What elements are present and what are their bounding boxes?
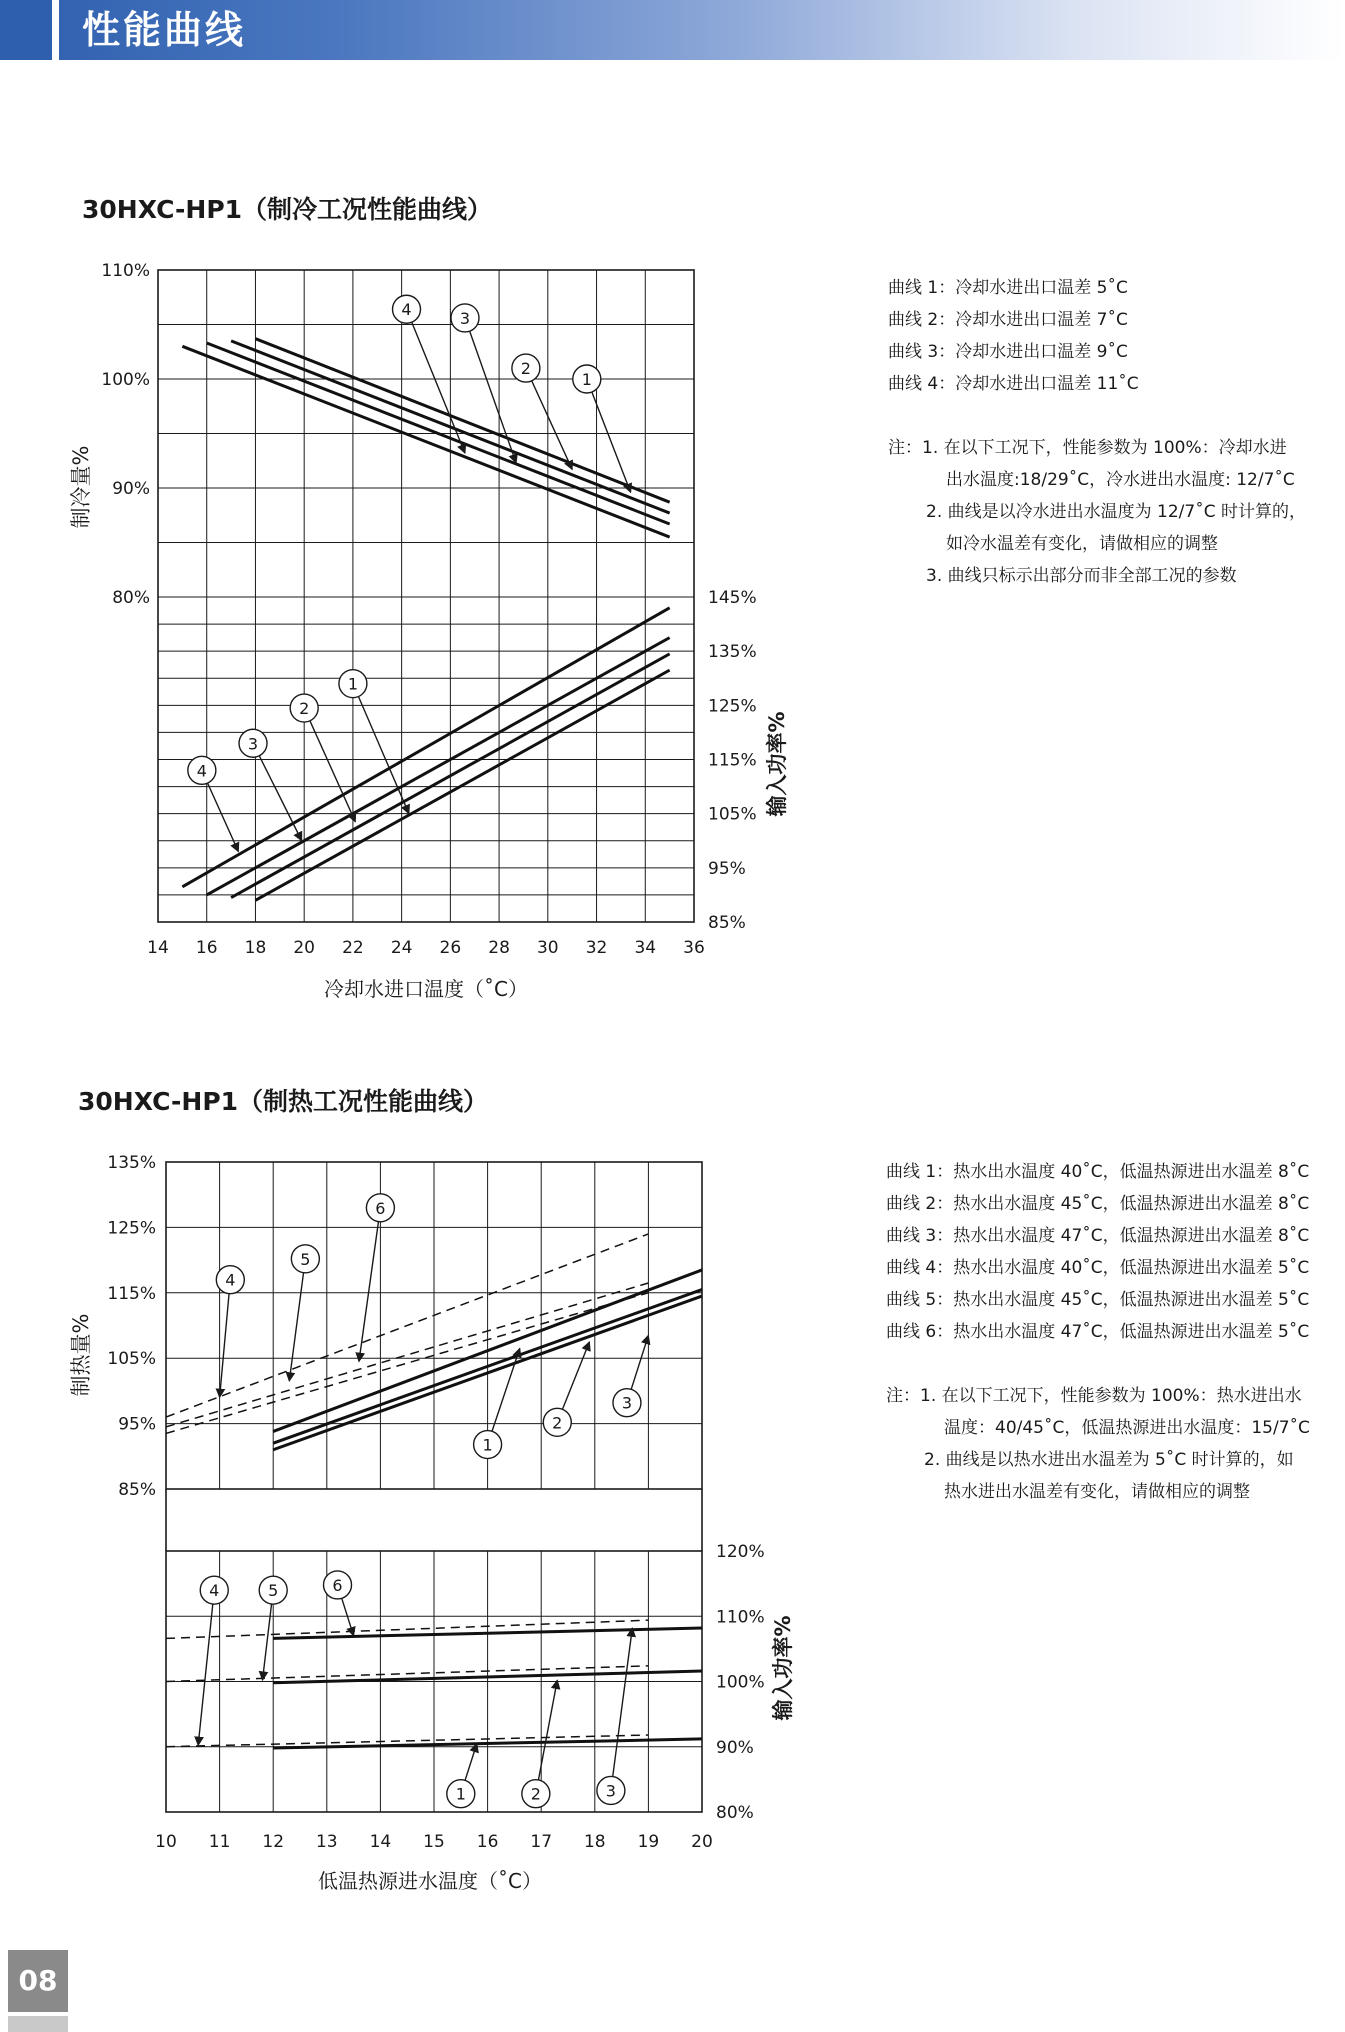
y-right-tick-label: 125% [708,696,757,717]
y-left-tick-label: 125% [107,1218,156,1239]
callout-label: 5 [268,1581,279,1601]
y-right-tick-label: 80% [716,1803,754,1823]
x-tick-label: 16 [476,1832,499,1852]
heating-legend [886,1156,1309,1348]
x-tick-label: 14 [147,938,169,958]
y-right-tick-label: 90% [716,1737,754,1758]
x-axis-label: 低温热源进水温度（˚C） [318,1869,542,1893]
x-tick-label: 32 [585,938,608,958]
y-left-tick-label: 115% [107,1283,156,1304]
callout-label: 6 [375,1198,386,1218]
x-tick-label: 15 [423,1832,445,1852]
cooling-note-line: 如冷水温差有变化，请做相应的调整 [946,534,1218,554]
x-tick-label: 20 [691,1832,713,1852]
callout-label: 3 [459,308,471,328]
heating-note-line: 温度：40/45˚C，低温热源进出水温度：15/7˚C [944,1418,1310,1438]
callout-label: 2 [552,1413,563,1433]
x-tick-label: 22 [342,938,364,958]
heating-legend-item: 曲线 2：热水出水温度 45˚C，低温热源进出水温差 8˚C [886,1194,1310,1214]
callout-arrow [220,1294,229,1398]
callout-label: 1 [581,370,592,389]
callout-label: 2 [299,699,310,719]
callout-label: 3 [621,1393,633,1413]
callout-label: 5 [300,1249,311,1269]
callout-label: 2 [520,359,531,379]
curve-left-4 [166,1293,648,1434]
callout-label: 4 [196,761,207,781]
y-left-axis-label: 制冷量% [69,445,93,529]
y-right-tick-label: 100% [716,1672,765,1693]
y-right-tick-label: 95% [708,858,746,879]
curve-left-5 [166,1283,648,1427]
x-tick-label: 18 [244,938,267,958]
page-number-strip [8,2016,68,2032]
callout-label: 6 [332,1575,343,1595]
callout-label: 4 [225,1270,236,1290]
callout-label: 1 [455,1784,466,1804]
callout-label: 1 [347,674,359,694]
heating-notes [886,1380,1310,1508]
y-right-axis-label: 输入功率% [771,1615,795,1721]
callout-arrow [289,1273,303,1381]
callout-arrow [613,1628,633,1777]
callout-label: 4 [401,300,412,320]
callout-label: 4 [209,1581,220,1601]
page-number: 08 [8,1950,68,2012]
heating-legend-item: 曲线 6：热水出水温度 47˚C，低温热源进出水温差 5˚C [886,1322,1310,1342]
y-left-tick-label: 105% [107,1349,156,1370]
x-tick-label: 19 [637,1832,660,1852]
x-tick-label: 26 [439,938,462,958]
callout-arrow [562,1342,589,1409]
cooling-note-line: 2. 曲线是以冷水进出水温度为 12/7˚C 时计算的， [926,502,1306,522]
heating-note-line: 2. 曲线是以热水进出水温差为 5˚C 时计算的，如 [924,1450,1294,1470]
curve-left-6 [166,1234,648,1417]
y-right-tick-label: 135% [708,642,757,663]
callout-label: 2 [530,1784,541,1804]
callout-arrow [631,1335,648,1389]
heating-note-line: 热水进出水温差有变化，请做相应的调整 [944,1482,1250,1502]
y-right-tick-label: 105% [708,804,757,825]
y-left-tick-label: 100% [101,370,150,390]
y-left-tick-label: 135% [107,1153,156,1173]
x-tick-label: 17 [530,1832,553,1852]
callout-label: 3 [605,1781,616,1801]
callout-arrow [262,1604,271,1680]
y-left-axis-label: 制热量% [69,1313,93,1397]
cooling-note-line: 出水温度:18/29˚C，冷水进出水温度: 12/7˚C [946,470,1295,490]
heating-chart-title: 30HXC-HP1（制热工况性能曲线） [78,1087,489,1116]
y-left-tick-label: 90% [112,479,150,499]
cooling-chart-title: 30HXC-HP1（制冷工况性能曲线） [82,195,493,224]
x-tick-label: 13 [315,1832,338,1852]
cooling-legend-item: 曲线 1：冷却水进出口温差 5˚C [888,278,1128,298]
x-tick-label: 28 [488,938,510,958]
cooling-note-line: 注：1. 在以下工况下，性能参数为 100%：冷却水进 [888,438,1287,458]
callout-label: 1 [482,1435,493,1455]
cooling-note-line: 3. 曲线只标示出部分而非全部工况的参数 [926,566,1237,586]
x-tick-label: 10 [155,1832,177,1852]
x-tick-label: 20 [293,938,316,958]
x-axis-label: 冷却水进口温度（˚C） [324,977,528,1001]
heating-legend-item: 曲线 5：热水出水温度 45˚C，低温热源进出水温差 5˚C [886,1290,1310,1310]
callout-arrow [198,1604,213,1745]
heating-legend-item: 曲线 4：热水出水温度 40˚C，低温热源进出水温差 5˚C [886,1258,1310,1278]
x-tick-label: 14 [369,1832,392,1852]
callout-arrow [465,1743,477,1780]
y-left-tick-label: 80% [112,588,150,608]
cooling-legend-item: 曲线 3：冷却水进出口温差 9˚C [888,342,1128,362]
x-tick-label: 24 [390,938,413,958]
x-tick-label: 36 [683,938,705,958]
x-tick-label: 34 [634,938,657,958]
cooling-legend-item: 曲线 2：冷却水进出口温差 7˚C [888,310,1128,330]
x-tick-label: 16 [195,938,218,958]
y-left-tick-label: 110% [101,261,150,281]
y-left-tick-label: 85% [118,1480,156,1500]
y-right-tick-label: 145% [708,588,757,608]
y-right-tick-label: 120% [716,1542,765,1562]
x-tick-label: 30 [536,938,559,958]
y-right-tick-label: 115% [708,750,757,771]
x-tick-label: 12 [262,1832,285,1852]
page-title: 性能曲线 [82,8,247,52]
y-left-tick-label: 95% [118,1414,156,1435]
x-tick-label: 11 [208,1832,231,1852]
heating-legend-item: 曲线 3：热水出水温度 47˚C，低温热源进出水温差 8˚C [886,1226,1310,1246]
cooling-legend-item: 曲线 4：冷却水进出口温差 11˚C [888,374,1139,394]
heating-note-line: 注：1. 在以下工况下，性能参数为 100%：热水进出水 [886,1386,1302,1406]
y-right-tick-label: 85% [708,913,746,933]
callout-label: 3 [247,734,259,754]
x-tick-label: 18 [583,1832,606,1852]
y-right-tick-label: 110% [716,1607,765,1628]
y-right-axis-label: 输入功率% [765,711,789,817]
heating-legend-item: 曲线 1：热水出水温度 40˚C，低温热源进出水温差 8˚C [886,1162,1310,1182]
callout-arrow [342,1598,354,1636]
